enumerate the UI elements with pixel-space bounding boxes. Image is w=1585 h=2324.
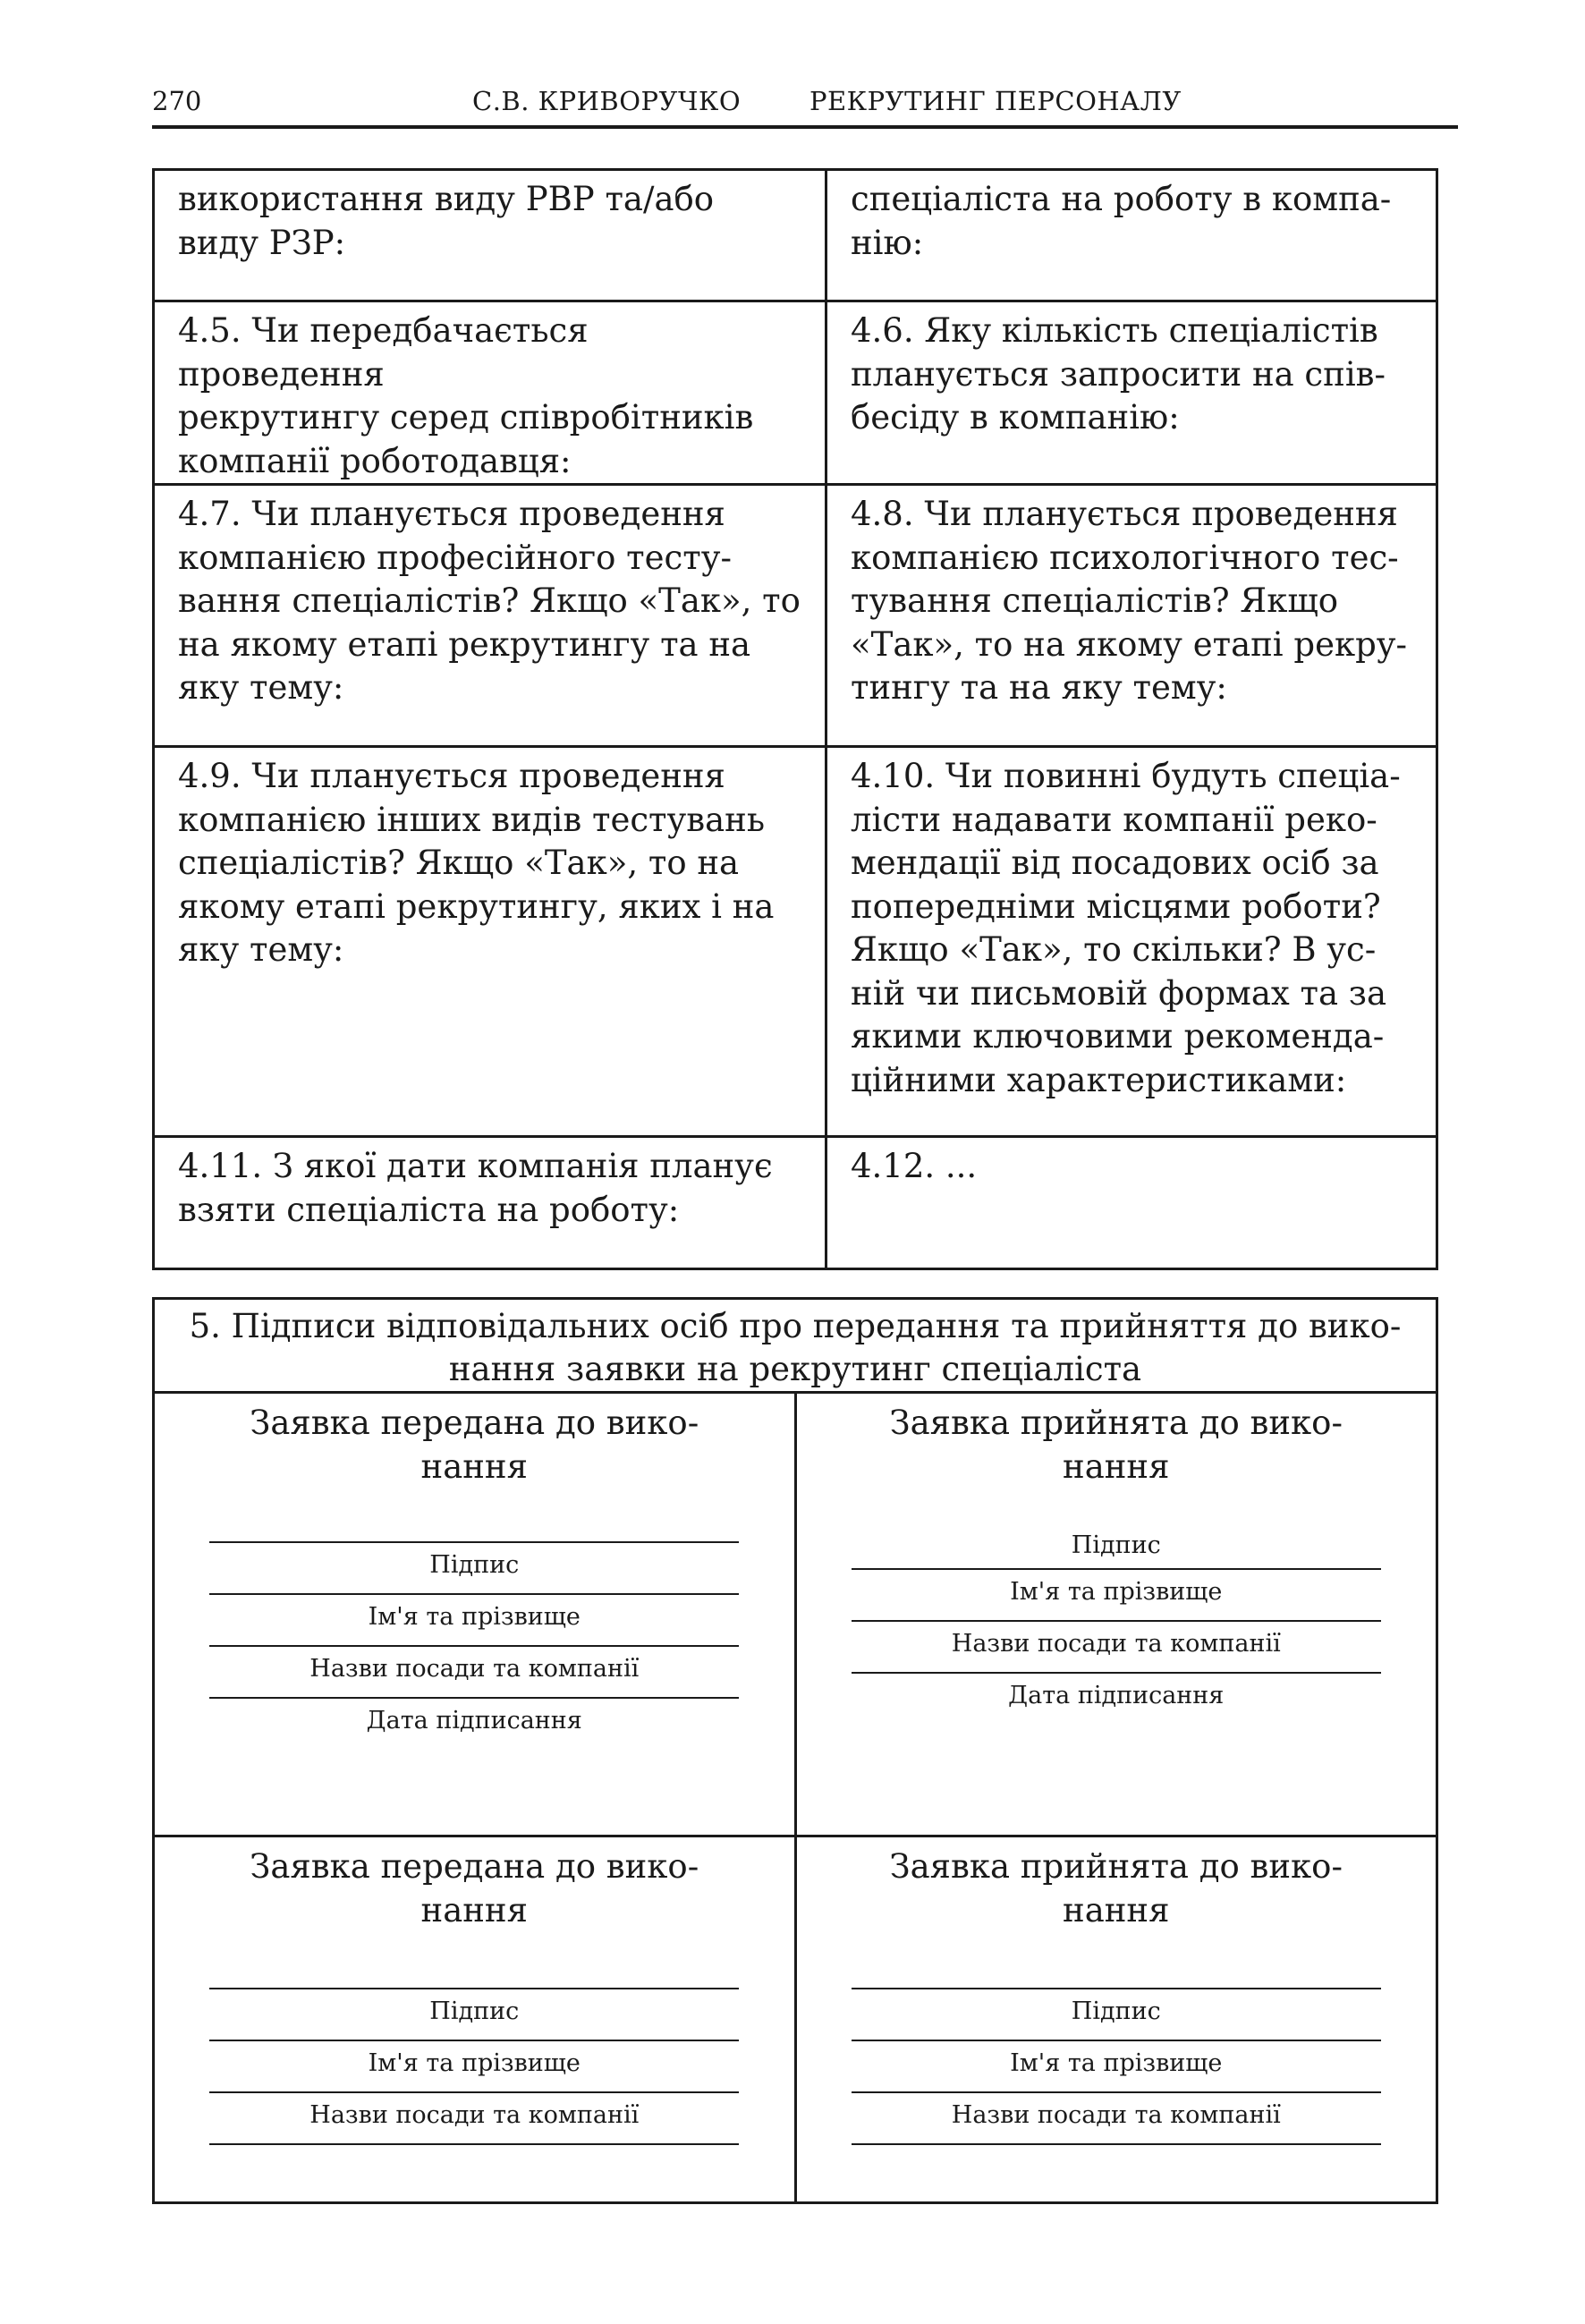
field-caption: Ім'я та прізвище <box>368 2049 581 2077</box>
field-caption: Назви посади та компанії <box>309 2101 640 2129</box>
cell-line: 4.12. ... <box>851 1147 978 1185</box>
signature-fields <box>797 1988 1437 2145</box>
name-line <box>852 1620 1381 1622</box>
form-cell <box>154 747 826 1137</box>
name-line <box>209 1593 739 1595</box>
position-line <box>852 1672 1381 1674</box>
title-line: нання <box>1063 1447 1170 1486</box>
cell-line: 4.11. З якої дати компанія планує <box>178 1147 773 1185</box>
cell-line: «Так», то на якому етапі рекру- <box>851 624 1408 664</box>
signature-line <box>209 1541 739 1543</box>
cell-line: вання спеціалістів? Якщо «Так», то <box>178 581 801 620</box>
title-line: нання <box>420 1891 528 1930</box>
field-caption: Підпис <box>1071 1531 1161 1559</box>
cell-line: 4.9. Чи планується проведення <box>178 757 725 795</box>
name-line <box>852 2040 1381 2041</box>
form-cell <box>154 1137 826 1269</box>
cell-line: використання виду РВР та/або <box>178 180 715 218</box>
position-line <box>209 2091 739 2093</box>
position-line <box>209 1645 739 1647</box>
cell-line: компанією психологічного тес- <box>851 538 1399 577</box>
date-line <box>209 1697 739 1699</box>
cell-line: тингу та на яку тему: <box>851 668 1227 707</box>
block-title <box>155 1837 794 1932</box>
position-line <box>852 2091 1381 2093</box>
table-row <box>154 1836 1437 2203</box>
cell-line: яку тему: <box>178 668 344 707</box>
field-caption: Дата підписання <box>366 1707 582 1735</box>
running-title: РЕКРУТИНГ ПЕРСОНАЛУ <box>809 86 1182 116</box>
cell-line: компанії роботодавця: <box>178 441 572 480</box>
form-cell <box>826 1137 1437 1269</box>
cell-line: рекрутингу серед співробітників <box>178 398 754 437</box>
heading-line: нання заявки на рекрутинг спеціаліста <box>448 1350 1142 1388</box>
signature-block-accepted <box>795 1836 1437 2203</box>
date-line <box>852 2143 1381 2145</box>
cell-line: виду РЗР: <box>178 223 346 262</box>
block-title <box>797 1394 1437 1489</box>
cell-line: планується запросити на спів- <box>851 354 1386 394</box>
signature-line <box>209 1988 739 1989</box>
title-line: нання <box>420 1447 528 1486</box>
cell-line: спеціалістів? Якщо «Так», то на <box>178 844 740 882</box>
cell-line: лісти надавати компанії реко- <box>851 800 1377 839</box>
signature-line <box>852 1988 1381 1989</box>
cell-line: попередніми місцями роботи? <box>851 886 1381 926</box>
form-cell <box>826 747 1437 1137</box>
cell-line: тування спеціалістів? Якщо <box>851 581 1338 620</box>
title-line: Заявка передана до вико- <box>250 1404 699 1442</box>
table-row <box>154 1393 1437 1836</box>
signatures-heading <box>154 1299 1437 1393</box>
signature-line <box>852 1568 1381 1570</box>
cell-line: на якому етапі рекрутингу та на <box>178 624 751 664</box>
running-author: С.В. КРИВОРУЧКО <box>472 86 742 116</box>
form-cell <box>154 485 826 747</box>
form-cell <box>826 170 1437 301</box>
table-row <box>154 485 1437 747</box>
field-caption: Ім'я та прізвище <box>368 1603 581 1631</box>
cell-line: нію: <box>851 223 924 262</box>
date-line <box>209 2143 739 2145</box>
table-row <box>154 1299 1437 1393</box>
title-line: Заявка прийнята до вико- <box>889 1404 1343 1442</box>
table-row <box>154 170 1437 301</box>
title-line: Заявка прийнята до вико- <box>889 1847 1343 1886</box>
form-cell <box>826 485 1437 747</box>
cell-line: 4.5. Чи передбачається проведення <box>178 311 589 394</box>
table-row <box>154 747 1437 1137</box>
field-caption: Підпис <box>1071 1997 1161 2025</box>
field-caption: Назви посади та компанії <box>309 1655 640 1683</box>
block-title <box>155 1394 794 1489</box>
cell-line: компанією інших видів тестувань <box>178 800 765 839</box>
block-title <box>797 1837 1437 1932</box>
cell-line: 4.10. Чи повинні будуть спеціа- <box>851 757 1401 795</box>
field-caption: Дата підписання <box>1008 1682 1225 1709</box>
signature-fields <box>155 1988 794 2145</box>
cell-line: 4.8. Чи планується проведення <box>851 495 1398 533</box>
title-line: нання <box>1063 1891 1170 1930</box>
signature-fields <box>155 1541 794 1749</box>
cell-line: 4.6. Яку кількість спеціалістів <box>851 311 1378 350</box>
heading-line: 5. Підписи відповідальних осіб про передання та прийняття до вико- <box>189 1307 1402 1345</box>
form-cell <box>826 301 1437 485</box>
cell-line: 4.7. Чи планується проведення <box>178 495 725 533</box>
cell-line: ній чи письмовій формах та за <box>851 973 1387 1013</box>
signature-fields <box>797 1532 1437 1724</box>
cell-line: мендації від посадових осіб за <box>851 844 1379 882</box>
field-caption: Підпис <box>429 1997 520 2025</box>
cell-line: спеціаліста на роботу в компа- <box>851 180 1392 218</box>
cell-line: бесіду в компанію: <box>851 398 1180 437</box>
form-cell <box>154 301 826 485</box>
signature-block-handed-over <box>154 1836 796 2203</box>
field-caption: Ім'я та прізвище <box>1010 1578 1223 1606</box>
field-caption: Ім'я та прізвище <box>1010 2049 1223 2077</box>
name-line <box>209 2040 739 2041</box>
page-number: 270 <box>152 86 202 116</box>
field-caption: Підпис <box>429 1551 520 1579</box>
request-form-table <box>152 168 1438 1270</box>
signatures-table <box>152 1297 1438 2204</box>
cell-line: компанією професійного тесту- <box>178 538 732 577</box>
table-row <box>154 1137 1437 1269</box>
cell-line: якому етапі рекрутингу, яких і на <box>178 886 775 926</box>
signature-block-handed-over <box>154 1393 796 1836</box>
cell-line: яку тему: <box>178 930 344 969</box>
title-line: Заявка передана до вико- <box>250 1847 699 1886</box>
form-cell <box>154 170 826 301</box>
signature-block-accepted <box>795 1393 1437 1836</box>
cell-line: Якщо «Так», то скільки? В ус- <box>851 930 1377 969</box>
cell-line: взяти спеціаліста на роботу: <box>178 1190 680 1229</box>
table-row <box>154 301 1437 485</box>
field-caption: Назви посади та компанії <box>951 1630 1281 1658</box>
cell-line: якими ключовими рекоменда- <box>851 1017 1385 1056</box>
field-caption: Назви посади та компанії <box>951 2101 1281 2129</box>
cell-line: ційними характеристиками: <box>851 1060 1347 1099</box>
page-header <box>152 82 1458 129</box>
